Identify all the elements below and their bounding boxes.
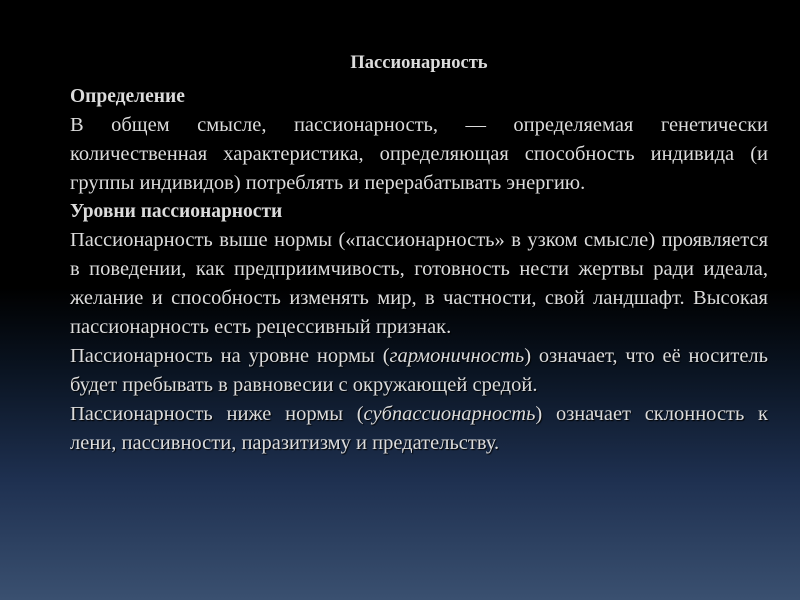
definition-text: В общем смысле, пассионарность, — определяемая генетически количественная характеристика, определяющая способность индивида (и группы индивидов) потреблять и перерабатывать энергию. — [70, 114, 768, 194]
slide-content — [70, 50, 768, 458]
below-text-before: Пассионарность ниже нормы ( — [70, 403, 364, 425]
below-text-after: ) означает склонность к лени, пассивности, паразитизму и предательству. — [70, 403, 768, 454]
below-term: субпассионарность — [363, 403, 536, 425]
definition-heading: Определение — [70, 86, 185, 107]
norm-text-after: ) означает, что её носитель будет пребывать в равновесии с окружающей средой. — [70, 345, 768, 396]
levels-heading: Уровни пассионарности — [70, 201, 283, 222]
above-norm-paragraph: Пассионарность выше нормы («пассионарность» в узком смысле) проявляется в поведении, как предприимчивость, готовность нести жертвы ради идеала, желание и способность изменять мир, в частности, свой ландшафт. Высокая пассионарность есть рецессивный признак. — [70, 229, 768, 338]
norm-paragraph — [70, 342, 768, 400]
norm-text-before: Пассионарность на уровне нормы ( — [70, 345, 390, 367]
norm-term: гармоничность — [389, 345, 525, 367]
slide-title: Пассионарность — [350, 53, 488, 73]
below-norm-paragraph — [70, 400, 768, 458]
